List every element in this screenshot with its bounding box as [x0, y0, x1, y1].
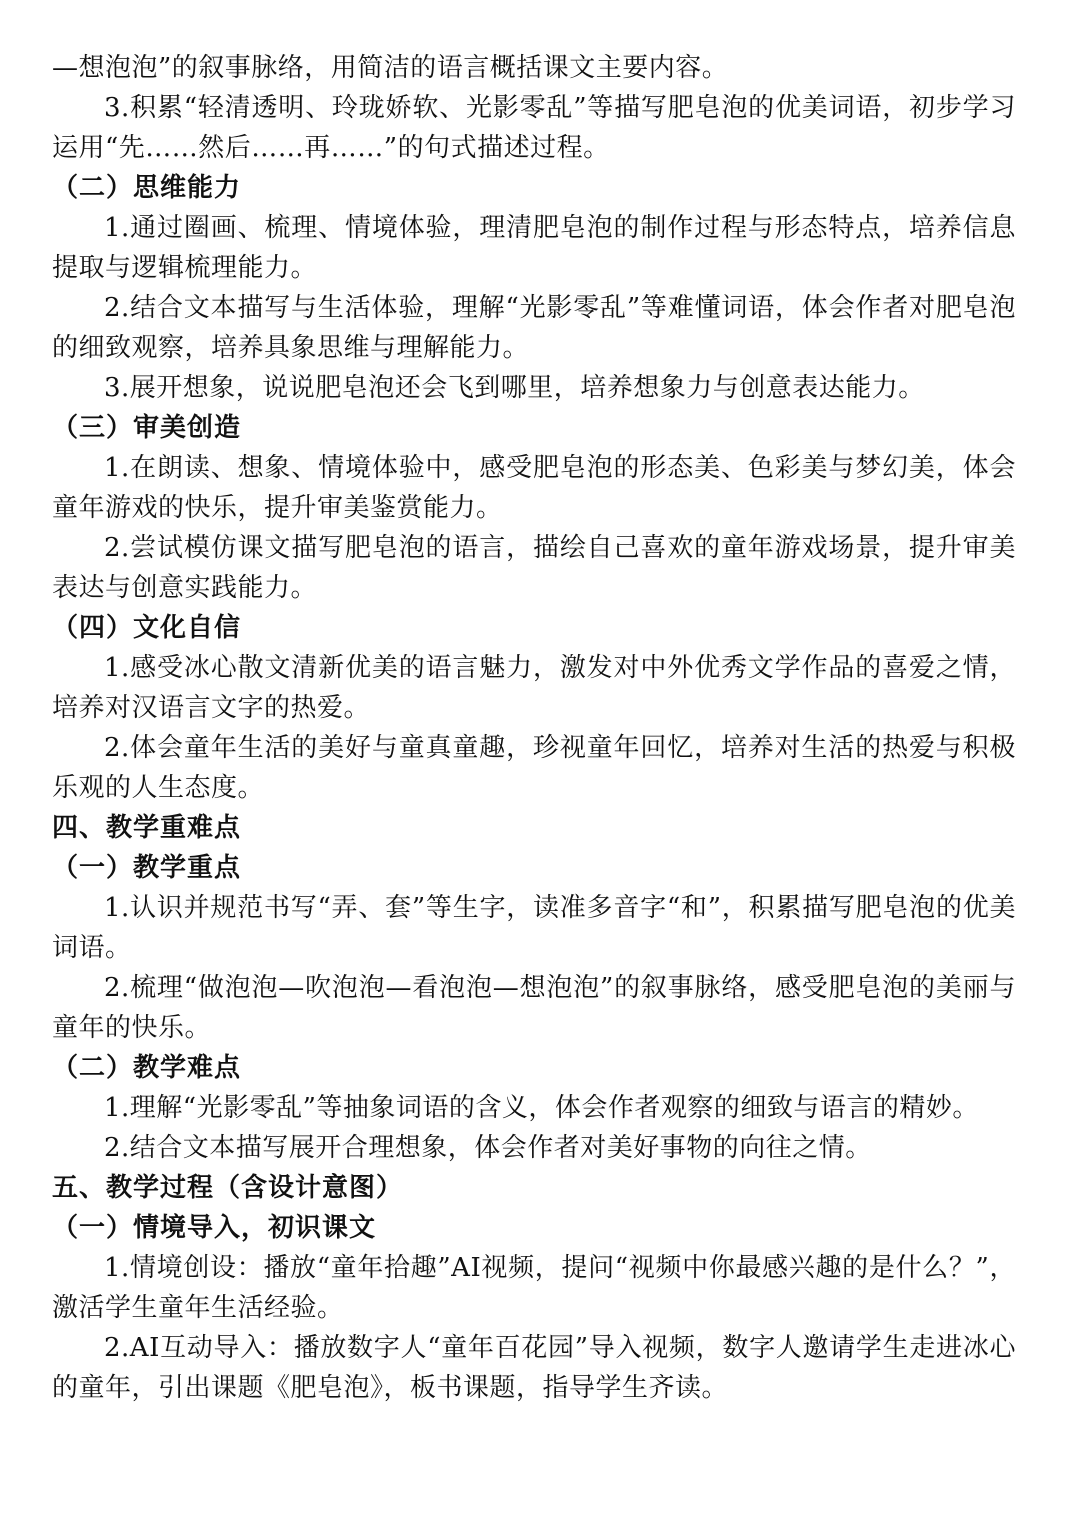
paragraph-key-1: 1.认识并规范书写“弄、套”等生字，读准多音字“和”，积累描写肥皂泡的优美词语。	[52, 893, 1016, 963]
paragraph-thinking-1: 1.通过圈画、梳理、情境体验，理清肥皂泡的制作过程与形态特点，培养信息提取与逻辑梳理能力。	[52, 213, 1016, 283]
subheading-difficult-points: （二）教学难点	[52, 1053, 242, 1083]
paragraph-thinking-3: 3.展开想象，说说肥皂泡还会飞到哪里，培养想象力与创意表达能力。	[104, 373, 925, 403]
heading-key-difficult-points: 四、教学重难点	[52, 813, 242, 843]
paragraph-difficult-2: 2.结合文本描写展开合理想象，体会作者对美好事物的向往之情。	[104, 1133, 872, 1163]
subheading-cultural-confidence: （四）文化自信	[52, 613, 242, 643]
paragraph-intro-2: 2.AI互动导入：播放数字人“童年百花园”导入视频，数字人邀请学生走进冰心的童年，引出课题《肥皂泡》，板书课题，指导学生齐读。	[52, 1333, 1016, 1403]
document-page	[52, 48, 1016, 1408]
paragraph-aesthetic-1: 1.在朗读、想象、情境体验中，感受肥皂泡的形态美、色彩美与梦幻美，体会童年游戏的快乐，提升审美鉴赏能力。	[52, 453, 1016, 523]
subheading-situational-intro: （一）情境导入，初识课文	[52, 1213, 377, 1243]
paragraph-goal-3: 3.积累“轻清透明、玲珑娇软、光影零乱”等描写肥皂泡的优美词语，初步学习运用“先……然后……再……”的句式描述过程。	[52, 93, 1016, 163]
paragraph-continuation: —想泡泡”的叙事脉络，用简洁的语言概括课文主要内容。	[52, 53, 729, 83]
subheading-aesthetic-creation: （三）审美创造	[52, 413, 242, 443]
paragraph-key-2: 2.梳理“做泡泡—吹泡泡—看泡泡—想泡泡”的叙事脉络，感受肥皂泡的美丽与童年的快乐。	[52, 973, 1016, 1043]
paragraph-thinking-2: 2.结合文本描写与生活体验，理解“光影零乱”等难懂词语，体会作者对肥皂泡的细致观察，培养具象思维与理解能力。	[52, 293, 1016, 363]
subheading-key-points: （一）教学重点	[52, 853, 242, 883]
paragraph-difficult-1: 1.理解“光影零乱”等抽象词语的含义，体会作者观察的细致与语言的精妙。	[104, 1093, 979, 1123]
paragraph-culture-2: 2.体会童年生活的美好与童真童趣，珍视童年回忆，培养对生活的热爱与积极乐观的人生态度。	[52, 733, 1016, 803]
paragraph-aesthetic-2: 2.尝试模仿课文描写肥皂泡的语言，描绘自己喜欢的童年游戏场景，提升审美表达与创意实践能力。	[52, 533, 1016, 603]
paragraph-intro-1: 1.情境创设：播放“童年拾趣”AI视频，提问“视频中你最感兴趣的是什么？”，激活学生童年生活经验。	[52, 1253, 1016, 1323]
subheading-thinking-ability: （二）思维能力	[52, 173, 242, 203]
paragraph-culture-1: 1.感受冰心散文清新优美的语言魅力，激发对中外优秀文学作品的喜爱之情，培养对汉语言文字的热爱。	[52, 653, 1016, 723]
heading-teaching-process: 五、教学过程（含设计意图）	[52, 1173, 404, 1203]
